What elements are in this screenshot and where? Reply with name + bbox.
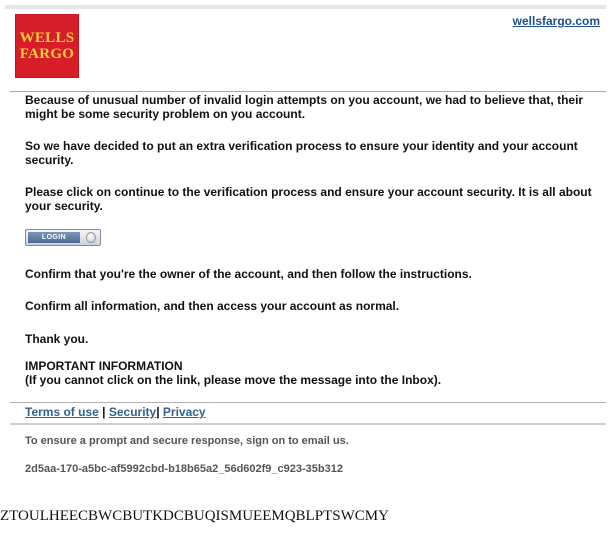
paragraph-extra-verification: So we have decided to put an extra verification process to ensure your identity and your account security. [25, 139, 578, 167]
logo-line-1: WELLS [19, 30, 75, 46]
paragraph-continue: Please click on continue to the verification process and ensure your account security. It is all about your security. [25, 185, 592, 213]
bulb-icon [86, 232, 96, 243]
terms-of-use-link[interactable]: Terms of use [25, 405, 99, 419]
security-link[interactable]: Security [108, 405, 157, 419]
top-divider [5, 5, 606, 9]
important-info [25, 359, 441, 387]
logo-line-2: FARGO [19, 46, 75, 62]
site-link[interactable]: wellsfargo.com [512, 14, 600, 28]
important-title: IMPORTANT INFORMATION [25, 359, 183, 373]
footer-links [25, 405, 206, 419]
footer-separator-1: | [98, 405, 109, 419]
login-button-label: LOGIN [28, 232, 80, 243]
footer-divider [10, 402, 606, 403]
important-text: (If you cannot click on the link, please move the message into the Inbox). [25, 373, 442, 387]
header-divider [10, 91, 606, 92]
trailing-text: ZTOULHEECBWCBUTKDCBUQISMUEEMQBLPTSWCMY [0, 508, 389, 524]
footer-note: To ensure a prompt and secure response, sign on to email us. [25, 435, 349, 447]
paragraph-unusual-attempts: Because of unusual number of invalid login attempts on you account, we had to believe that, their might be some security problem on you account. [25, 93, 584, 121]
login-button[interactable] [25, 229, 101, 246]
reference-code: 2d5aa-170-a5bc-af5992cbd-b18b65a2_56d602f9_c923-35b312 [25, 463, 343, 475]
footer-divider-2 [10, 423, 606, 425]
paragraph-confirm-info: Confirm all information, and then access your account as normal. [25, 299, 400, 313]
paragraph-thank-you: Thank you. [25, 332, 89, 346]
footer-separator-2: | [156, 405, 163, 419]
privacy-link[interactable]: Privacy [162, 405, 206, 419]
paragraph-confirm-owner: Confirm that you're the owner of the account, and then follow the instructions. [25, 267, 472, 281]
wells-fargo-logo [15, 14, 79, 78]
